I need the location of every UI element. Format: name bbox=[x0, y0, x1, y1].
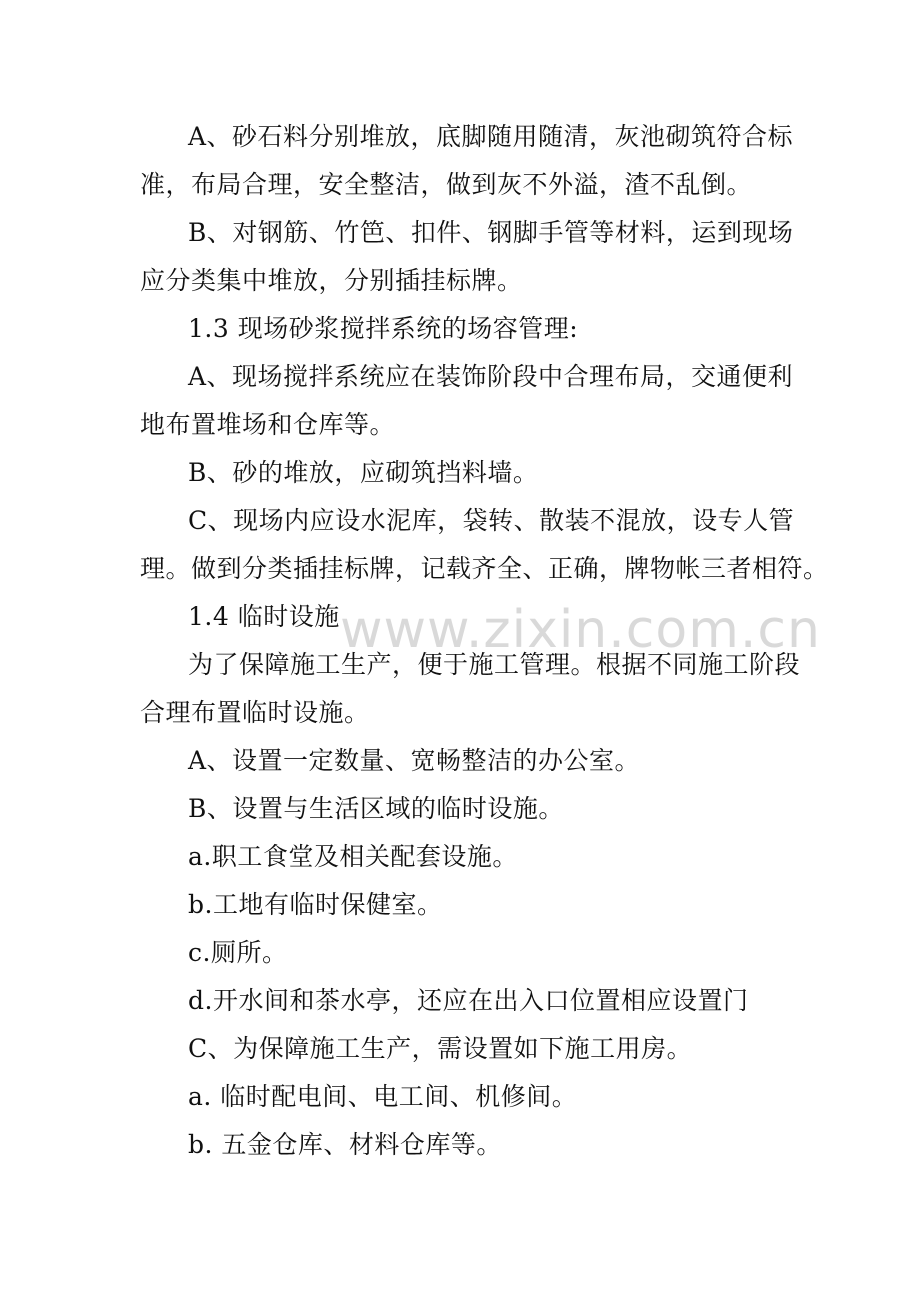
list-item: a.职工食堂及相关配套设施。 bbox=[188, 842, 518, 871]
paragraph-line: C、为保障施工生产，需设置如下施工用房。 bbox=[188, 1034, 693, 1063]
paragraph-line: 地布置堆场和仓库等。 bbox=[140, 410, 396, 439]
paragraph-line: B、砂的堆放，应砌筑挡料墙。 bbox=[188, 458, 539, 487]
paragraph-line: 准，布局合理，安全整洁，做到灰不外溢，渣不乱倒。 bbox=[140, 170, 753, 199]
paragraph-line: A、现场搅拌系统应在装饰阶段中合理布局，交通便利 bbox=[188, 362, 794, 391]
list-item: c.厕所。 bbox=[188, 938, 288, 967]
paragraph-line: B、设置与生活区域的临时设施。 bbox=[188, 794, 564, 823]
paragraph-line: 合理布置临时设施。 bbox=[140, 698, 370, 727]
paragraph-line: C、现场内应设水泥库，袋转、散装不混放，设专人管 bbox=[188, 506, 795, 535]
paragraph-line: A、砂石料分别堆放，底脚随用随清，灰池砌筑符合标 bbox=[188, 122, 794, 151]
paragraph-line: A、设置一定数量、宽畅整洁的办公室。 bbox=[188, 746, 641, 775]
list-item: a. 临时配电间、电工间、机修间。 bbox=[188, 1082, 578, 1111]
list-item: b.工地有临时保健室。 bbox=[188, 890, 443, 919]
paragraph-line: 为了保障施工生产，便于施工管理。根据不同施工阶段 bbox=[188, 650, 801, 679]
paragraph-line: B、对钢筋、竹笆、扣件、钢脚手管等材料，运到现场 bbox=[188, 218, 794, 247]
list-item: b. 五金仓库、材料仓库等。 bbox=[188, 1130, 502, 1159]
section-heading: 1.3 现场砂浆搅拌系统的场容管理: bbox=[188, 314, 579, 343]
paragraph-line: 理。做到分类插挂标牌，记载齐全、正确，牌物帐三者相符。 bbox=[140, 554, 829, 583]
list-item: d.开水间和茶水亭，还应在出入口位置相应设置门 bbox=[188, 986, 749, 1015]
watermark: www.zixin.com.cn bbox=[340, 600, 821, 660]
paragraph-line: 应分类集中堆放，分别插挂标牌。 bbox=[140, 266, 523, 295]
section-heading: 1.4 临时设施 bbox=[188, 602, 340, 631]
